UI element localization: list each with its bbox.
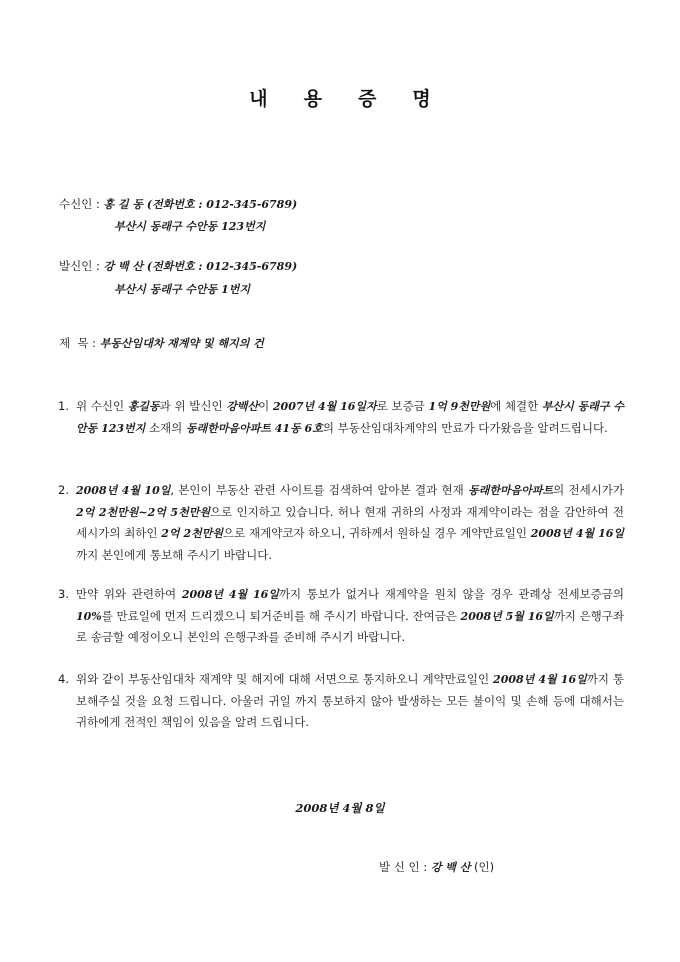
recipient-address: 부산시 동래구 수안동 123번지 xyxy=(114,220,266,233)
body-text: 과 위 발신인 xyxy=(159,399,227,413)
body-text: 까지 통보해주실 것을 요청 드립니다. 아울러 귀일 까지 통보하지 않아 발생하는 모든 불이익 및 손해 등에 대해서는 귀하에게 전적인 책임이 있음을 알려 드립니다. xyxy=(76,672,624,729)
recipient-label: 수신인 : xyxy=(59,197,104,211)
handwritten-fill: 동래한마음아파트 xyxy=(468,484,554,497)
handwritten-fill: 부산시 동래구 수안동 123번지 xyxy=(76,400,624,435)
handwritten-fill: 2억 2천만원 xyxy=(161,527,224,540)
handwritten-fill: 강백산 xyxy=(226,400,259,413)
paragraph-body xyxy=(76,480,624,566)
body-text: 의 전세시가가 xyxy=(553,483,625,497)
paragraph-4 xyxy=(58,669,624,734)
paragraph-3 xyxy=(58,584,624,649)
handwritten-fill: 2008년 4월 16일 xyxy=(181,588,279,601)
handwritten-fill: 2008년 4월 16일 xyxy=(530,527,624,540)
signature-name: 강 백 산 xyxy=(430,861,471,874)
paragraph-number: 4. xyxy=(58,672,69,686)
subject-text: 부동산임대차 재계약 및 해지의 건 xyxy=(99,337,264,350)
paragraph-number: 1. xyxy=(58,399,69,413)
handwritten-fill: 2008년 4월 16일 xyxy=(493,673,587,686)
subject-label: 제 목 : xyxy=(59,336,100,350)
body-text: 까지 본인에게 통보해 주시기 바랍니다. xyxy=(76,547,273,562)
paragraph-body xyxy=(76,669,624,734)
body-text: 위와 같이 부동산임대차 재계약 및 해지에 대해 서면으로 통지하오니 계약만료일인 xyxy=(76,672,494,686)
signature-label: 발 신 인 : xyxy=(379,860,431,874)
paragraph-number: 3. xyxy=(58,587,69,601)
body-text: 로 보증금 xyxy=(376,399,429,413)
handwritten-fill: 2억 2천만원~2억 5천만원 xyxy=(76,505,210,519)
body-text: 까지 통보가 없거나 재계약을 원치 않을 경우 관례상 전세보증금의 xyxy=(278,587,624,601)
handwritten-fill: 2008년 5월 16일 xyxy=(460,609,554,623)
handwritten-fill: 2008년 4월 10일 xyxy=(76,484,171,497)
recipient-name-phone: 홍 길 동 (전화번호 : 012-345-6789) xyxy=(103,198,298,211)
body-text: 를 만료일에 먼저 드리겠으니 퇴거준비를 해 주시기 바랍니다. 잔여금은 xyxy=(101,608,461,623)
sender-address: 부산시 동래구 수안동 1번지 xyxy=(114,283,251,296)
document-title: 내용증명 xyxy=(249,88,467,110)
handwritten-fill: 홍길동 xyxy=(127,400,160,413)
signature-line xyxy=(379,859,494,875)
handwritten-fill: 10% xyxy=(76,609,102,623)
body-text: 위 수신인 xyxy=(76,399,128,413)
handwritten-fill: 동래한마음아파트 41동 6호 xyxy=(185,421,323,435)
paragraph-body xyxy=(76,396,624,439)
sender-line xyxy=(59,258,297,274)
document-date: 2008년 4월 8일 xyxy=(295,801,385,815)
paragraph-number: 2. xyxy=(58,483,69,497)
body-text: 으로 재계약코자 하오니, 귀하께서 원하실 경우 계약만료일인 xyxy=(223,526,531,540)
handwritten-fill: 2007년 4월 16일자 xyxy=(272,400,377,413)
body-text: 의 부동산임대차계약의 만료가 다가왔음을 알려드립니다. xyxy=(322,420,608,435)
body-text: 소재의 xyxy=(145,420,186,435)
paragraph-1 xyxy=(58,396,624,439)
subject-line xyxy=(59,335,264,351)
sender-label: 발신인 : xyxy=(59,259,104,273)
body-text: 으로 인지하고 있습니다. 허나 현재 귀하의 사정과 재계약이라는 점을 감안하여 전세시가의 최하인 xyxy=(76,504,624,540)
recipient-line xyxy=(59,196,297,212)
body-text: 까지 은행구좌로 송금할 예정이오니 본인의 은행구좌를 준비해 주시기 바랍니다. xyxy=(76,608,625,644)
paragraph-2 xyxy=(58,480,624,566)
body-text: 이 xyxy=(258,399,273,413)
handwritten-fill: 1억 9천만원 xyxy=(428,400,491,413)
body-text: 에 체결한 xyxy=(490,399,542,413)
body-text: 만약 위와 관련하여 xyxy=(76,587,182,601)
sender-name-phone: 강 백 산 (전화번호 : 012-345-6789) xyxy=(103,260,298,273)
paragraph-body xyxy=(76,584,624,649)
signature-seal: (인) xyxy=(470,860,495,874)
body-text: , 본인이 부동산 관련 사이트를 검색하여 알아본 결과 현재 xyxy=(170,483,469,497)
